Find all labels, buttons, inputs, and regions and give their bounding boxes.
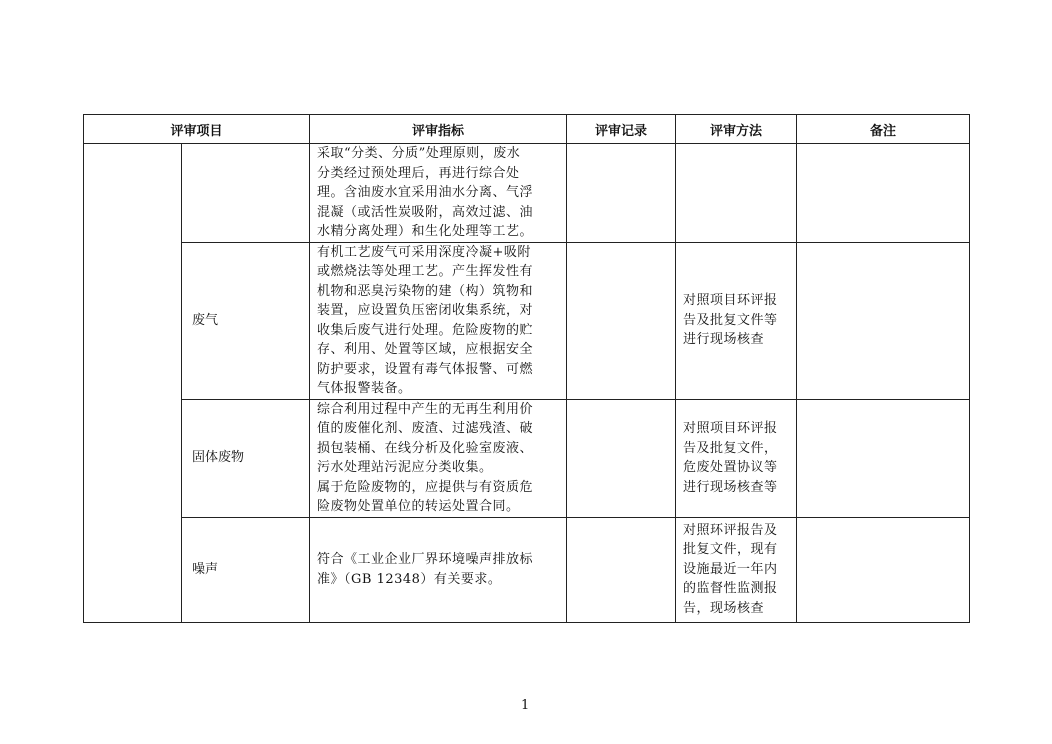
table-row bbox=[84, 144, 970, 243]
header-row bbox=[84, 115, 970, 144]
sub-item-cell: 噪声 bbox=[182, 517, 310, 622]
method-cell bbox=[676, 144, 797, 243]
indicator-cell: 综合利用过程中产生的无再生利用价 值的废催化剂、废渣、过滤残渣、破 损包装桶、在线分析及化验室废液、 污水处理站污泥应分类收集。 属于危险废物的，应提供与有资质危 险废物处置单位的转运处置合同。 bbox=[310, 399, 567, 517]
method-cell: 对照环评报告及 批复文件，现有 设施最近一年内 的监督性监测报 告，现场核查 bbox=[676, 517, 797, 622]
page-number: 1 bbox=[521, 698, 530, 713]
review-table bbox=[83, 114, 970, 623]
remark-cell bbox=[797, 517, 970, 622]
record-cell bbox=[567, 517, 676, 622]
sub-item-cell bbox=[182, 144, 310, 243]
method-cell: 对照项目环评报 告及批复文件， 危废处置协议等 进行现场核查等 bbox=[676, 399, 797, 517]
method-cell: 对照项目环评报 告及批复文件等 进行现场核查 bbox=[676, 242, 797, 399]
sub-item-cell: 固体废物 bbox=[182, 399, 310, 517]
table-row bbox=[84, 242, 970, 399]
header-item: 评审项目 bbox=[84, 115, 310, 144]
sub-item-cell: 废气 bbox=[182, 242, 310, 399]
indicator-cell: 符合《工业企业厂界环境噪声排放标 准》（GB 12348）有关要求。 bbox=[310, 517, 567, 622]
remark-cell bbox=[797, 399, 970, 517]
table-row bbox=[84, 517, 970, 622]
header-method: 评审方法 bbox=[676, 115, 797, 144]
indicator-cell: 采取“分类、分质”处理原则，废水 分类经过预处理后，再进行综合处 理。含油废水宜采用油水分离、气浮 混凝（或活性炭吸附，高效过滤、油 水精分离处理）和生化处理等工艺。 bbox=[310, 144, 567, 243]
indicator-cell: 有机工艺废气可采用深度冷凝+吸附 或燃烧法等处理工艺。产生挥发性有 机物和恶臭污染物的建（构）筑物和 装置，应设置负压密闭收集系统，对 收集后废气进行处理。危险废物的贮 存、利用、处置等区域，应根据安全 防护要求，设置有毒气体报警、可燃 气体报警装备。 bbox=[310, 242, 567, 399]
header-record: 评审记录 bbox=[567, 115, 676, 144]
remark-cell bbox=[797, 144, 970, 243]
record-cell bbox=[567, 399, 676, 517]
record-cell bbox=[567, 242, 676, 399]
remark-cell bbox=[797, 242, 970, 399]
header-remark: 备注 bbox=[797, 115, 970, 144]
header-indicator: 评审指标 bbox=[310, 115, 567, 144]
category-cell bbox=[84, 144, 182, 623]
record-cell bbox=[567, 144, 676, 243]
table-row bbox=[84, 399, 970, 517]
